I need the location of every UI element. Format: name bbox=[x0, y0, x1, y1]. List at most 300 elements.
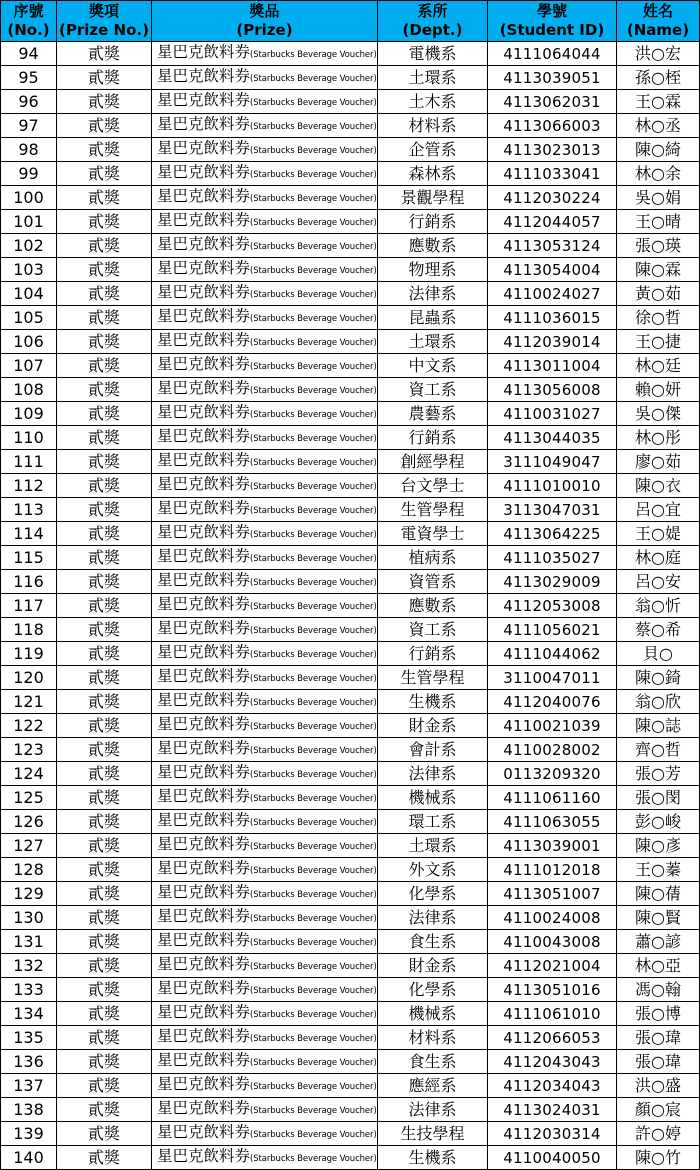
cell-dept: 物理系 bbox=[378, 258, 488, 282]
prize-name-zh: 星巴克飲料券 bbox=[157, 187, 251, 205]
header-student-id bbox=[488, 1, 617, 42]
cell-student-id: 4110024027 bbox=[488, 282, 617, 306]
cell-name: 蔡○希 bbox=[617, 618, 700, 642]
prize-name-zh: 星巴克飲料券 bbox=[157, 811, 251, 829]
cell-name: 吳○娟 bbox=[617, 186, 700, 210]
header-student-id-en: (Student ID) bbox=[499, 21, 605, 39]
cell-prize bbox=[152, 378, 378, 402]
cell-prize bbox=[152, 666, 378, 690]
cell-dept: 法律系 bbox=[378, 1098, 488, 1122]
cell-name: 陳○霖 bbox=[617, 258, 700, 282]
cell-dept: 環工系 bbox=[378, 810, 488, 834]
prize-name-zh: 星巴克飲料券 bbox=[157, 1147, 251, 1165]
cell-prize-no: 貳獎 bbox=[57, 1146, 152, 1170]
prize-name-zh: 星巴克飲料券 bbox=[157, 499, 251, 517]
cell-no: 96 bbox=[1, 90, 57, 114]
prize-name-zh: 星巴克飲料券 bbox=[157, 787, 251, 805]
cell-student-id: 4110040050 bbox=[488, 1146, 617, 1170]
cell-student-id: 4111056021 bbox=[488, 618, 617, 642]
prize-name-en: (Starbucks Beverage Voucher) bbox=[250, 146, 377, 156]
cell-name: 馮○翰 bbox=[617, 978, 700, 1002]
prize-name-en: (Starbucks Beverage Voucher) bbox=[250, 458, 377, 468]
cell-prize-no: 貳獎 bbox=[57, 90, 152, 114]
prize-name-en: (Starbucks Beverage Voucher) bbox=[250, 722, 377, 732]
cell-name: 林○彤 bbox=[617, 426, 700, 450]
cell-prize-no: 貳獎 bbox=[57, 330, 152, 354]
cell-prize bbox=[152, 282, 378, 306]
header-dept-en: (Dept.) bbox=[402, 21, 463, 39]
cell-student-id: 4112030314 bbox=[488, 1122, 617, 1146]
cell-no: 108 bbox=[1, 378, 57, 402]
table-row bbox=[1, 402, 700, 426]
prize-name-en: (Starbucks Beverage Voucher) bbox=[250, 1010, 377, 1020]
cell-prize bbox=[152, 906, 378, 930]
cell-no: 97 bbox=[1, 114, 57, 138]
cell-no: 138 bbox=[1, 1098, 57, 1122]
cell-no: 110 bbox=[1, 426, 57, 450]
cell-name: 齊○哲 bbox=[617, 738, 700, 762]
prize-name-en: (Starbucks Beverage Voucher) bbox=[250, 698, 377, 708]
cell-prize-no: 貳獎 bbox=[57, 1122, 152, 1146]
cell-prize bbox=[152, 426, 378, 450]
cell-prize bbox=[152, 1074, 378, 1098]
prize-name-zh: 星巴克飲料券 bbox=[157, 283, 251, 301]
cell-no: 137 bbox=[1, 1074, 57, 1098]
cell-name: 翁○忻 bbox=[617, 594, 700, 618]
table-row bbox=[1, 258, 700, 282]
prize-name-en: (Starbucks Beverage Voucher) bbox=[250, 1154, 377, 1164]
cell-student-id: 4111044062 bbox=[488, 642, 617, 666]
cell-name: 陳○衣 bbox=[617, 474, 700, 498]
prize-name-zh: 星巴克飲料券 bbox=[157, 571, 251, 589]
cell-dept: 行銷系 bbox=[378, 426, 488, 450]
cell-name: 王○蓁 bbox=[617, 858, 700, 882]
table-row bbox=[1, 594, 700, 618]
cell-name: 王○晴 bbox=[617, 210, 700, 234]
cell-no: 121 bbox=[1, 690, 57, 714]
prize-name-zh: 星巴克飲料券 bbox=[157, 1003, 251, 1021]
cell-name: 翁○欣 bbox=[617, 690, 700, 714]
prize-name-zh: 星巴克飲料券 bbox=[157, 763, 251, 781]
header-dept-zh: 系所 bbox=[417, 2, 448, 20]
cell-prize bbox=[152, 234, 378, 258]
table-row bbox=[1, 714, 700, 738]
cell-name: 陳○竹 bbox=[617, 1146, 700, 1170]
cell-prize bbox=[152, 474, 378, 498]
cell-prize-no: 貳獎 bbox=[57, 930, 152, 954]
header-prize bbox=[152, 1, 378, 42]
cell-no: 116 bbox=[1, 570, 57, 594]
table-row bbox=[1, 210, 700, 234]
header-prize-no-en: (Prize No.) bbox=[59, 21, 149, 39]
cell-prize-no: 貳獎 bbox=[57, 954, 152, 978]
prize-name-en: (Starbucks Beverage Voucher) bbox=[250, 122, 377, 132]
cell-dept: 企管系 bbox=[378, 138, 488, 162]
prize-name-en: (Starbucks Beverage Voucher) bbox=[250, 362, 377, 372]
cell-prize-no: 貳獎 bbox=[57, 858, 152, 882]
table-row bbox=[1, 1002, 700, 1026]
cell-dept: 資工系 bbox=[378, 378, 488, 402]
cell-no: 117 bbox=[1, 594, 57, 618]
cell-prize bbox=[152, 402, 378, 426]
cell-name: 彭○峻 bbox=[617, 810, 700, 834]
cell-prize-no: 貳獎 bbox=[57, 402, 152, 426]
cell-no: 105 bbox=[1, 306, 57, 330]
cell-name: 孫○桎 bbox=[617, 66, 700, 90]
cell-student-id: 4112021004 bbox=[488, 954, 617, 978]
cell-student-id: 4113064225 bbox=[488, 522, 617, 546]
table-row bbox=[1, 186, 700, 210]
table-body bbox=[1, 42, 700, 1170]
cell-dept: 法律系 bbox=[378, 282, 488, 306]
cell-name: 張○閔 bbox=[617, 786, 700, 810]
cell-student-id: 4111063055 bbox=[488, 810, 617, 834]
cell-no: 127 bbox=[1, 834, 57, 858]
cell-dept: 行銷系 bbox=[378, 642, 488, 666]
cell-student-id: 4113054004 bbox=[488, 258, 617, 282]
table-row bbox=[1, 978, 700, 1002]
table-row bbox=[1, 570, 700, 594]
cell-no: 133 bbox=[1, 978, 57, 1002]
prize-name-en: (Starbucks Beverage Voucher) bbox=[250, 650, 377, 660]
table-header bbox=[1, 1, 700, 42]
cell-name: 顏○宸 bbox=[617, 1098, 700, 1122]
cell-student-id: 4111010010 bbox=[488, 474, 617, 498]
cell-prize-no: 貳獎 bbox=[57, 1098, 152, 1122]
prize-name-en: (Starbucks Beverage Voucher) bbox=[250, 50, 377, 60]
table-row bbox=[1, 234, 700, 258]
cell-prize-no: 貳獎 bbox=[57, 186, 152, 210]
cell-name: 張○博 bbox=[617, 1002, 700, 1026]
cell-prize-no: 貳獎 bbox=[57, 66, 152, 90]
cell-no: 118 bbox=[1, 618, 57, 642]
prize-name-en: (Starbucks Beverage Voucher) bbox=[250, 1034, 377, 1044]
prize-name-en: (Starbucks Beverage Voucher) bbox=[250, 674, 377, 684]
cell-student-id: 4113044035 bbox=[488, 426, 617, 450]
cell-prize bbox=[152, 42, 378, 66]
cell-dept: 生機系 bbox=[378, 690, 488, 714]
cell-prize bbox=[152, 114, 378, 138]
cell-prize bbox=[152, 90, 378, 114]
prize-name-zh: 星巴克飲料券 bbox=[157, 355, 251, 373]
cell-student-id: 4110031027 bbox=[488, 402, 617, 426]
cell-dept: 植病系 bbox=[378, 546, 488, 570]
prize-name-zh: 星巴克飲料券 bbox=[157, 667, 251, 685]
cell-prize bbox=[152, 162, 378, 186]
cell-student-id: 3111049047 bbox=[488, 450, 617, 474]
prize-name-zh: 星巴克飲料券 bbox=[157, 475, 251, 493]
header-prize-en: (Prize) bbox=[236, 21, 293, 39]
prize-name-en: (Starbucks Beverage Voucher) bbox=[250, 386, 377, 396]
cell-dept: 土環系 bbox=[378, 834, 488, 858]
cell-prize-no: 貳獎 bbox=[57, 522, 152, 546]
cell-prize-no: 貳獎 bbox=[57, 426, 152, 450]
cell-student-id: 4113039001 bbox=[488, 834, 617, 858]
cell-name: 林○廷 bbox=[617, 354, 700, 378]
table-row bbox=[1, 1122, 700, 1146]
cell-no: 140 bbox=[1, 1146, 57, 1170]
cell-name: 許○婷 bbox=[617, 1122, 700, 1146]
cell-dept: 材料系 bbox=[378, 1026, 488, 1050]
cell-student-id: 4112034043 bbox=[488, 1074, 617, 1098]
cell-name: 洪○宏 bbox=[617, 42, 700, 66]
cell-student-id: 4111064044 bbox=[488, 42, 617, 66]
cell-prize-no: 貳獎 bbox=[57, 1074, 152, 1098]
table-row bbox=[1, 834, 700, 858]
prize-name-en: (Starbucks Beverage Voucher) bbox=[250, 434, 377, 444]
cell-name: 貝○ bbox=[617, 642, 700, 666]
cell-no: 136 bbox=[1, 1050, 57, 1074]
cell-prize-no: 貳獎 bbox=[57, 738, 152, 762]
prize-name-en: (Starbucks Beverage Voucher) bbox=[250, 818, 377, 828]
prize-name-zh: 星巴克飲料券 bbox=[157, 91, 251, 109]
prize-name-zh: 星巴克飲料券 bbox=[157, 403, 251, 421]
table-row bbox=[1, 858, 700, 882]
cell-dept: 生管學程 bbox=[378, 666, 488, 690]
cell-student-id: 4111061160 bbox=[488, 786, 617, 810]
header-no bbox=[1, 1, 57, 42]
cell-prize bbox=[152, 210, 378, 234]
cell-prize-no: 貳獎 bbox=[57, 210, 152, 234]
cell-name: 王○霖 bbox=[617, 90, 700, 114]
cell-student-id: 4113039051 bbox=[488, 66, 617, 90]
prize-name-zh: 星巴克飲料券 bbox=[157, 1099, 251, 1117]
cell-student-id: 4111012018 bbox=[488, 858, 617, 882]
prize-name-zh: 星巴克飲料券 bbox=[157, 379, 251, 397]
cell-no: 102 bbox=[1, 234, 57, 258]
prize-name-zh: 星巴克飲料券 bbox=[157, 427, 251, 445]
prize-name-en: (Starbucks Beverage Voucher) bbox=[250, 962, 377, 972]
cell-dept: 機械系 bbox=[378, 786, 488, 810]
cell-prize-no: 貳獎 bbox=[57, 810, 152, 834]
table-row bbox=[1, 1050, 700, 1074]
cell-dept: 應數系 bbox=[378, 234, 488, 258]
cell-prize-no: 貳獎 bbox=[57, 162, 152, 186]
cell-dept: 資管系 bbox=[378, 570, 488, 594]
table-row bbox=[1, 1026, 700, 1050]
cell-name: 陳○賢 bbox=[617, 906, 700, 930]
cell-dept: 食生系 bbox=[378, 1050, 488, 1074]
cell-prize-no: 貳獎 bbox=[57, 786, 152, 810]
cell-dept: 中文系 bbox=[378, 354, 488, 378]
cell-prize bbox=[152, 786, 378, 810]
cell-dept: 台文學士 bbox=[378, 474, 488, 498]
cell-no: 134 bbox=[1, 1002, 57, 1026]
prize-name-zh: 星巴克飲料券 bbox=[157, 331, 251, 349]
prize-name-zh: 星巴克飲料券 bbox=[157, 931, 251, 949]
cell-name: 陳○誌 bbox=[617, 714, 700, 738]
cell-name: 林○庭 bbox=[617, 546, 700, 570]
header-prize-no bbox=[57, 1, 152, 42]
cell-dept: 法律系 bbox=[378, 762, 488, 786]
cell-prize-no: 貳獎 bbox=[57, 978, 152, 1002]
prize-name-en: (Starbucks Beverage Voucher) bbox=[250, 866, 377, 876]
table-row bbox=[1, 474, 700, 498]
cell-dept: 電機系 bbox=[378, 42, 488, 66]
cell-dept: 森林系 bbox=[378, 162, 488, 186]
table-row bbox=[1, 498, 700, 522]
cell-prize-no: 貳獎 bbox=[57, 882, 152, 906]
cell-student-id: 4111033041 bbox=[488, 162, 617, 186]
prize-name-zh: 星巴克飲料券 bbox=[157, 979, 251, 997]
prize-name-en: (Starbucks Beverage Voucher) bbox=[250, 290, 377, 300]
prize-name-en: (Starbucks Beverage Voucher) bbox=[250, 746, 377, 756]
prize-name-zh: 星巴克飲料券 bbox=[157, 115, 251, 133]
cell-prize bbox=[152, 1146, 378, 1170]
cell-name: 陳○綺 bbox=[617, 138, 700, 162]
cell-prize-no: 貳獎 bbox=[57, 378, 152, 402]
cell-student-id: 4111035027 bbox=[488, 546, 617, 570]
cell-prize bbox=[152, 450, 378, 474]
cell-dept: 化學系 bbox=[378, 882, 488, 906]
cell-no: 100 bbox=[1, 186, 57, 210]
cell-name: 張○芳 bbox=[617, 762, 700, 786]
cell-student-id: 0113209320 bbox=[488, 762, 617, 786]
cell-name: 廖○茹 bbox=[617, 450, 700, 474]
cell-prize bbox=[152, 738, 378, 762]
cell-no: 129 bbox=[1, 882, 57, 906]
table-row bbox=[1, 786, 700, 810]
table-row bbox=[1, 426, 700, 450]
cell-no: 125 bbox=[1, 786, 57, 810]
prize-name-zh: 星巴克飲料券 bbox=[157, 43, 251, 61]
header-prize-zh: 獎品 bbox=[249, 2, 280, 20]
cell-prize bbox=[152, 762, 378, 786]
cell-no: 124 bbox=[1, 762, 57, 786]
prize-name-zh: 星巴克飲料券 bbox=[157, 859, 251, 877]
table-row bbox=[1, 330, 700, 354]
cell-no: 135 bbox=[1, 1026, 57, 1050]
cell-no: 106 bbox=[1, 330, 57, 354]
prize-name-zh: 星巴克飲料券 bbox=[157, 139, 251, 157]
cell-student-id: 3110047011 bbox=[488, 666, 617, 690]
prize-name-zh: 星巴克飲料券 bbox=[157, 547, 251, 565]
cell-prize-no: 貳獎 bbox=[57, 1050, 152, 1074]
table-row bbox=[1, 642, 700, 666]
cell-prize bbox=[152, 66, 378, 90]
cell-no: 98 bbox=[1, 138, 57, 162]
prize-name-en: (Starbucks Beverage Voucher) bbox=[250, 1106, 377, 1116]
prize-name-en: (Starbucks Beverage Voucher) bbox=[250, 770, 377, 780]
prize-name-en: (Starbucks Beverage Voucher) bbox=[250, 938, 377, 948]
cell-no: 132 bbox=[1, 954, 57, 978]
cell-dept: 外文系 bbox=[378, 858, 488, 882]
cell-prize-no: 貳獎 bbox=[57, 834, 152, 858]
prize-name-zh: 星巴克飲料券 bbox=[157, 67, 251, 85]
prize-name-en: (Starbucks Beverage Voucher) bbox=[250, 794, 377, 804]
header-name-en: (Name) bbox=[626, 21, 690, 39]
prize-name-en: (Starbucks Beverage Voucher) bbox=[250, 482, 377, 492]
table-row bbox=[1, 690, 700, 714]
cell-prize-no: 貳獎 bbox=[57, 714, 152, 738]
cell-name: 黃○茹 bbox=[617, 282, 700, 306]
header-prize-no-zh: 獎項 bbox=[88, 2, 119, 20]
table-row bbox=[1, 738, 700, 762]
cell-prize bbox=[152, 138, 378, 162]
cell-student-id: 4110021039 bbox=[488, 714, 617, 738]
prize-name-en: (Starbucks Beverage Voucher) bbox=[250, 218, 377, 228]
cell-name: 王○媞 bbox=[617, 522, 700, 546]
prize-name-zh: 星巴克飲料券 bbox=[157, 691, 251, 709]
table-row bbox=[1, 162, 700, 186]
header-row bbox=[1, 1, 700, 42]
table-row bbox=[1, 930, 700, 954]
table-row bbox=[1, 810, 700, 834]
prize-name-en: (Starbucks Beverage Voucher) bbox=[250, 602, 377, 612]
prize-name-en: (Starbucks Beverage Voucher) bbox=[250, 266, 377, 276]
cell-no: 131 bbox=[1, 930, 57, 954]
cell-prize-no: 貳獎 bbox=[57, 1002, 152, 1026]
cell-name: 陳○蒨 bbox=[617, 882, 700, 906]
cell-student-id: 4112066053 bbox=[488, 1026, 617, 1050]
cell-name: 呂○宜 bbox=[617, 498, 700, 522]
cell-prize-no: 貳獎 bbox=[57, 1026, 152, 1050]
cell-prize bbox=[152, 258, 378, 282]
cell-prize-no: 貳獎 bbox=[57, 42, 152, 66]
cell-no: 115 bbox=[1, 546, 57, 570]
prize-name-zh: 星巴克飲料券 bbox=[157, 211, 251, 229]
cell-no: 101 bbox=[1, 210, 57, 234]
cell-no: 123 bbox=[1, 738, 57, 762]
cell-prize bbox=[152, 714, 378, 738]
cell-name: 林○亞 bbox=[617, 954, 700, 978]
cell-prize-no: 貳獎 bbox=[57, 906, 152, 930]
prize-name-en: (Starbucks Beverage Voucher) bbox=[250, 170, 377, 180]
cell-name: 蕭○諺 bbox=[617, 930, 700, 954]
cell-dept: 景觀學程 bbox=[378, 186, 488, 210]
table-row bbox=[1, 354, 700, 378]
table-row bbox=[1, 618, 700, 642]
table-row bbox=[1, 882, 700, 906]
cell-no: 120 bbox=[1, 666, 57, 690]
cell-name: 張○瑛 bbox=[617, 234, 700, 258]
table-row bbox=[1, 282, 700, 306]
prize-name-en: (Starbucks Beverage Voucher) bbox=[250, 554, 377, 564]
cell-student-id: 3113047031 bbox=[488, 498, 617, 522]
cell-no: 109 bbox=[1, 402, 57, 426]
cell-prize bbox=[152, 930, 378, 954]
cell-prize bbox=[152, 570, 378, 594]
cell-student-id: 4113051007 bbox=[488, 882, 617, 906]
table-row bbox=[1, 1098, 700, 1122]
cell-prize bbox=[152, 810, 378, 834]
cell-prize bbox=[152, 882, 378, 906]
cell-dept: 生機系 bbox=[378, 1146, 488, 1170]
cell-name: 陳○錡 bbox=[617, 666, 700, 690]
table-row bbox=[1, 1146, 700, 1170]
cell-prize bbox=[152, 546, 378, 570]
cell-prize bbox=[152, 618, 378, 642]
cell-prize-no: 貳獎 bbox=[57, 546, 152, 570]
prize-name-en: (Starbucks Beverage Voucher) bbox=[250, 74, 377, 84]
prize-name-en: (Starbucks Beverage Voucher) bbox=[250, 914, 377, 924]
cell-no: 107 bbox=[1, 354, 57, 378]
cell-prize-no: 貳獎 bbox=[57, 258, 152, 282]
prize-name-zh: 星巴克飲料券 bbox=[157, 907, 251, 925]
cell-student-id: 4112053008 bbox=[488, 594, 617, 618]
table-row bbox=[1, 546, 700, 570]
cell-prize bbox=[152, 690, 378, 714]
prize-name-zh: 星巴克飲料券 bbox=[157, 883, 251, 901]
cell-prize-no: 貳獎 bbox=[57, 642, 152, 666]
cell-name: 林○余 bbox=[617, 162, 700, 186]
cell-student-id: 4113011004 bbox=[488, 354, 617, 378]
cell-no: 104 bbox=[1, 282, 57, 306]
prize-name-en: (Starbucks Beverage Voucher) bbox=[250, 1130, 377, 1140]
header-no-en: (No.) bbox=[7, 21, 50, 39]
table-row bbox=[1, 114, 700, 138]
cell-no: 112 bbox=[1, 474, 57, 498]
